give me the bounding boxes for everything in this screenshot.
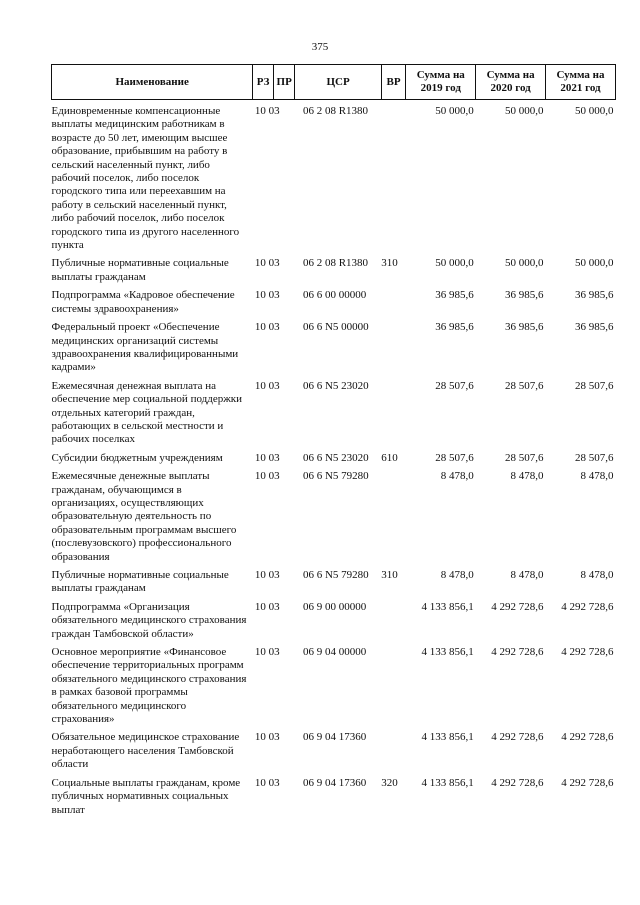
row-rz-pr: 10 03 bbox=[254, 600, 280, 613]
row-sum-2021: 50 000,0 bbox=[575, 105, 614, 117]
row-rz-pr: 10 03 bbox=[254, 731, 280, 744]
row-vr: 320 bbox=[381, 776, 398, 789]
table-row bbox=[52, 777, 616, 817]
row-vr bbox=[381, 289, 406, 316]
header-name: Наименование bbox=[52, 65, 253, 100]
table-row bbox=[52, 105, 616, 252]
row-sum-2019: 8 478,0 bbox=[440, 470, 474, 483]
row-sum-2021: 36 985,6 bbox=[575, 289, 614, 302]
row-vr bbox=[381, 380, 406, 447]
row-sum-2019: 8 478,0 bbox=[440, 569, 474, 581]
row-sum-2021: 8 478,0 bbox=[580, 569, 614, 581]
row-csr: 06 6 N5 23020 bbox=[302, 451, 369, 464]
row-vr: 310 bbox=[381, 257, 398, 270]
row-sum-2021: 4 292 728,6 bbox=[561, 600, 614, 613]
row-sum-2020: 28 507,6 bbox=[505, 451, 544, 464]
row-csr: 06 6 N5 23020 bbox=[302, 379, 369, 392]
table-row bbox=[52, 321, 616, 375]
row-name: Ежемесячная денежная выплата на обеспечение мер социальной поддержки отдельных категорий граждан, работающих в сельской местности и рабочих поселках bbox=[51, 379, 243, 446]
row-rz-pr: 10 03 bbox=[254, 451, 280, 464]
row-name: Социальные выплаты гражданам, кроме публичных нормативных социальных выплат bbox=[51, 776, 241, 816]
row-sum-2020: 4 292 728,6 bbox=[491, 731, 544, 744]
row-sum-2020: 8 478,0 bbox=[510, 470, 544, 483]
header-sum-2021: Сумма на 2021 год bbox=[546, 65, 616, 100]
row-sum-2021: 28 507,6 bbox=[575, 379, 614, 392]
header-sum-2019: Сумма на 2019 год bbox=[406, 65, 476, 100]
row-sum-2020: 36 985,6 bbox=[505, 321, 544, 334]
row-rz-pr: 10 03 bbox=[254, 646, 280, 659]
row-rz-pr: 10 03 bbox=[254, 257, 280, 270]
row-rz-pr: 10 03 bbox=[254, 289, 280, 302]
row-rz-pr: 10 03 bbox=[254, 470, 280, 483]
row-sum-2020: 50 000,0 bbox=[505, 105, 544, 117]
row-name: Подпрограмма «Организация обязательного медицинского страхования граждан Тамбовской области» bbox=[51, 600, 247, 640]
row-sum-2019: 4 133 856,1 bbox=[421, 776, 474, 789]
table-row bbox=[52, 731, 616, 771]
row-csr: 06 9 04 00000 bbox=[302, 646, 367, 659]
page-number: 375 bbox=[311, 41, 329, 53]
row-csr: 06 6 N5 79280 bbox=[302, 569, 369, 581]
row-vr bbox=[381, 601, 406, 641]
row-sum-2019: 36 985,6 bbox=[435, 289, 474, 302]
row-vr: 610 bbox=[381, 451, 398, 464]
row-csr: 06 6 N5 79280 bbox=[302, 470, 369, 483]
row-vr bbox=[381, 470, 406, 564]
row-vr bbox=[381, 646, 406, 726]
table-row bbox=[52, 601, 616, 641]
row-vr bbox=[381, 731, 406, 771]
row-csr: 06 9 04 17360 bbox=[302, 776, 367, 789]
row-sum-2019: 50 000,0 bbox=[435, 257, 474, 270]
row-rz-pr: 10 03 bbox=[254, 776, 280, 789]
row-sum-2019: 28 507,6 bbox=[435, 451, 474, 464]
row-sum-2019: 28 507,6 bbox=[435, 379, 474, 392]
row-sum-2019: 36 985,6 bbox=[435, 321, 474, 334]
row-sum-2019: 50 000,0 bbox=[435, 105, 474, 117]
table-row bbox=[52, 569, 616, 596]
row-sum-2021: 8 478,0 bbox=[580, 470, 614, 483]
row-sum-2020: 8 478,0 bbox=[510, 569, 544, 581]
row-csr: 06 9 04 17360 bbox=[302, 731, 367, 744]
table-row bbox=[52, 289, 616, 316]
header-rz: РЗ bbox=[253, 65, 274, 100]
table-row bbox=[52, 257, 616, 284]
row-name: Субсидии бюджетным учреждениям bbox=[51, 451, 223, 464]
row-rz-pr: 10 03 bbox=[254, 105, 280, 117]
row-sum-2020: 4 292 728,6 bbox=[491, 600, 544, 613]
row-csr: 06 2 08 R1380 bbox=[302, 257, 369, 270]
row-name: Подпрограмма «Кадровое обеспечение системы здравоохранения» bbox=[51, 289, 235, 315]
row-name: Ежемесячные денежные выплаты гражданам, обучающимся в организациях, осуществляющих образовательную деятельность по образовательным программам высшего (послевузовского) профессионального образования bbox=[51, 470, 237, 563]
table-row bbox=[52, 470, 616, 564]
header-csr: ЦСР bbox=[295, 65, 381, 100]
header-vr: ВР bbox=[381, 65, 406, 100]
table-header-row bbox=[52, 65, 616, 100]
row-name: Единовременные компенсационные выплаты медицинским работникам в возрасте до 50 лет, имеющим высшее образование, прибывшим на работу в сельский населенный пункт, либо рабочий поселок, либо поселок городского типа или переехавшим на работу в сельский населенный пункт, либо рабочий поселок, либо поселок городского типа из другого населенного пункта bbox=[51, 105, 240, 252]
header-sum-2020: Сумма на 2020 год bbox=[476, 65, 546, 100]
row-name: Основное мероприятие «Финансовое обеспечение территориальных программ обязательного медицинского страхования в рамках базовой программы обязательного медицинского страхования» bbox=[51, 646, 247, 726]
row-rz-pr: 10 03 bbox=[254, 569, 280, 581]
row-sum-2020: 50 000,0 bbox=[505, 257, 544, 270]
row-sum-2019: 4 133 856,1 bbox=[421, 600, 474, 613]
row-sum-2020: 28 507,6 bbox=[505, 379, 544, 392]
row-sum-2021: 4 292 728,6 bbox=[561, 646, 614, 659]
row-name: Обязательное медицинское страхование неработающего населения Тамбовской области bbox=[51, 731, 240, 771]
row-name: Публичные нормативные социальные выплаты гражданам bbox=[51, 569, 229, 595]
row-vr: 310 bbox=[381, 569, 398, 581]
row-rz-pr: 10 03 bbox=[254, 321, 280, 334]
row-vr bbox=[381, 105, 406, 252]
table-row bbox=[52, 646, 616, 726]
header-pr: ПР bbox=[273, 65, 295, 100]
row-csr: 06 6 N5 00000 bbox=[302, 321, 369, 334]
row-sum-2021: 4 292 728,6 bbox=[561, 731, 614, 744]
row-sum-2019: 4 133 856,1 bbox=[421, 646, 474, 659]
row-sum-2020: 4 292 728,6 bbox=[491, 646, 544, 659]
row-sum-2021: 4 292 728,6 bbox=[561, 776, 614, 789]
row-sum-2021: 36 985,6 bbox=[575, 321, 614, 334]
row-sum-2020: 36 985,6 bbox=[505, 289, 544, 302]
row-csr: 06 9 00 00000 bbox=[302, 600, 367, 613]
row-name: Публичные нормативные социальные выплаты гражданам bbox=[51, 257, 229, 283]
row-sum-2020: 4 292 728,6 bbox=[491, 776, 544, 789]
table-row bbox=[52, 452, 616, 465]
row-csr: 06 2 08 R1380 bbox=[302, 105, 369, 117]
row-csr: 06 6 00 00000 bbox=[302, 289, 367, 302]
row-rz-pr: 10 03 bbox=[254, 379, 280, 392]
budget-table bbox=[51, 64, 616, 817]
row-name: Федеральный проект «Обеспечение медицинских организаций системы здравоохранения квалифицированными кадрами» bbox=[51, 321, 239, 374]
table-row bbox=[52, 380, 616, 447]
row-vr bbox=[381, 321, 406, 375]
row-sum-2021: 28 507,6 bbox=[575, 451, 614, 464]
row-sum-2019: 4 133 856,1 bbox=[421, 731, 474, 744]
row-sum-2021: 50 000,0 bbox=[575, 257, 614, 270]
